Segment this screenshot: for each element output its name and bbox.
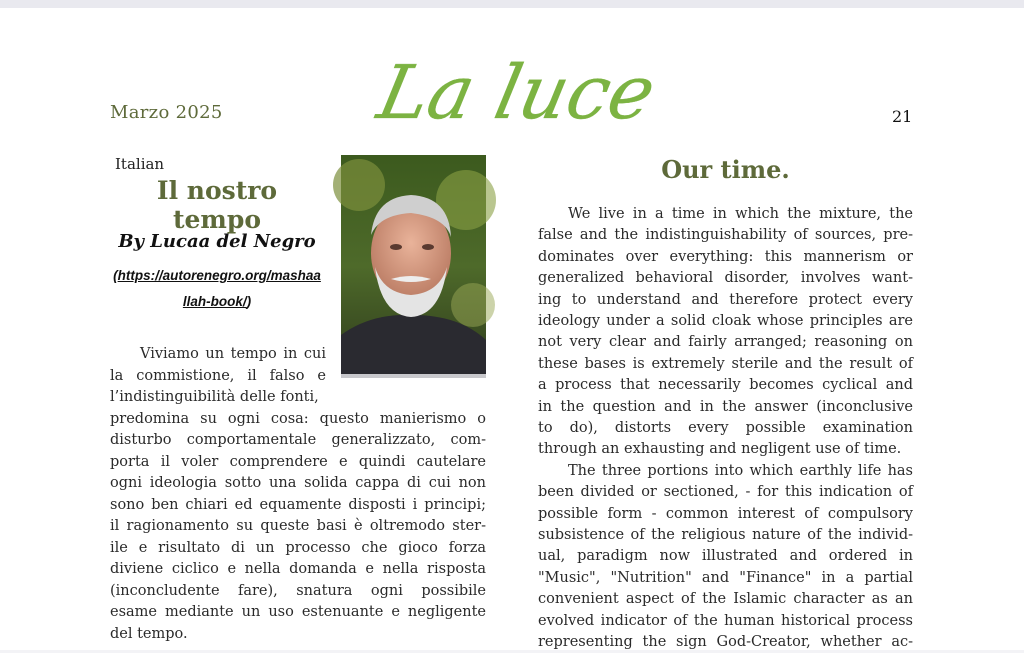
language-label: Italian bbox=[115, 155, 165, 173]
body-text-line: Viviamo un tempo in cui bbox=[140, 346, 326, 362]
body-text-line: in the question and in the answer (inconclusive bbox=[538, 398, 913, 415]
body-text-line: predomina su ogni cosa: questo manierismo o bbox=[110, 410, 486, 427]
body-text-line: "Music", "Nutrition" and "Finance" in a partial bbox=[538, 569, 913, 586]
body-text-line: dominates over everything: this mannerism or bbox=[538, 248, 913, 265]
body-text-line: del tempo. bbox=[110, 625, 188, 642]
url-open-paren: ( bbox=[113, 268, 118, 283]
body-text-line: porta il voler comprendere e quindi cautelare bbox=[110, 453, 486, 470]
body-text-line: through an exhausting and negligent use of time. bbox=[538, 441, 902, 458]
body-text-line: We live in a time in which the mixture, the bbox=[568, 206, 913, 222]
issue-month: Marzo 2025 bbox=[110, 102, 223, 123]
body-text-line: esame mediante un uso estenuante e negligente bbox=[110, 604, 486, 620]
body-text-line: subsistence of the religious nature of the individ- bbox=[538, 527, 913, 543]
body-text-line: ual, paradigm now illustrated and ordered in bbox=[538, 548, 913, 565]
body-text-line: convenient aspect of the Islamic character as an bbox=[538, 591, 913, 608]
magazine-logo-text: La luce bbox=[370, 49, 663, 136]
author-link-line2 bbox=[110, 294, 324, 309]
url-close-paren: ) bbox=[246, 294, 252, 309]
body-text-line: generalized behavioral disorder, involves want- bbox=[538, 270, 913, 287]
author-url-link-cont[interactable]: llah-book/ bbox=[182, 294, 247, 309]
body-text-line: sono ben chiari ed equamente disposti i principi; bbox=[110, 496, 486, 513]
body-text-line: il ragionamento su queste basi è oltremodo ster- bbox=[110, 518, 486, 534]
author-photo bbox=[341, 155, 486, 378]
body-text-line: false and the indistinguishability of sources, pre- bbox=[538, 227, 913, 244]
body-text-line: possible form - common interest of compulsory bbox=[538, 505, 913, 522]
body-text-line: a process that necessarily becomes cyclical and bbox=[538, 377, 913, 394]
body-text-line: l’indistinguibilità delle fonti, bbox=[110, 389, 319, 405]
body-text-line: ogni ideologia sotto una solida cappa di cui non bbox=[110, 475, 486, 491]
english-article-title: Our time. bbox=[661, 155, 790, 184]
viewer-top-strip-inner bbox=[0, 0, 1024, 8]
author-link-line1 bbox=[110, 268, 324, 283]
body-text-line: la commistione, il falso e bbox=[110, 367, 326, 384]
body-text-line: diviene ciclico e nella domanda e nella risposta bbox=[110, 561, 486, 577]
magazine-logo bbox=[370, 40, 663, 136]
body-text-line: The three portions into which earthly life has bbox=[568, 462, 913, 479]
body-text-line: (inconcludente fare), snatura ogni possibile bbox=[110, 582, 486, 599]
body-text-line: been divided or sectioned, - for this indication of bbox=[538, 484, 913, 501]
author-byline: By Lucaa del Negro bbox=[118, 231, 316, 252]
body-text-line: ing to understand and therefore protect every bbox=[538, 291, 913, 308]
body-text-line: representing the sign God-Creator, whether ac- bbox=[538, 634, 913, 650]
body-text-line: to do), distorts every possible examination bbox=[538, 420, 913, 436]
body-text-line: these bases is extremely sterile and the result of bbox=[538, 355, 913, 372]
body-text-line: not very clear and fairly arranged; reasoning on bbox=[538, 334, 913, 351]
page-number: 21 bbox=[892, 107, 913, 126]
body-text-line: ile e risultato di un processo che gioco forza bbox=[110, 539, 486, 556]
italian-article-title: Il nostro tempo bbox=[156, 176, 278, 234]
author-url-link[interactable]: https://autorenegro.org/mashaa bbox=[117, 268, 321, 283]
body-text-line: disturbo comportamentale generalizzato, com- bbox=[110, 432, 486, 448]
body-text-line: evolved indicator of the human historical process bbox=[538, 612, 913, 629]
body-text-line: ideology under a solid cloak whose principles are bbox=[538, 313, 913, 329]
